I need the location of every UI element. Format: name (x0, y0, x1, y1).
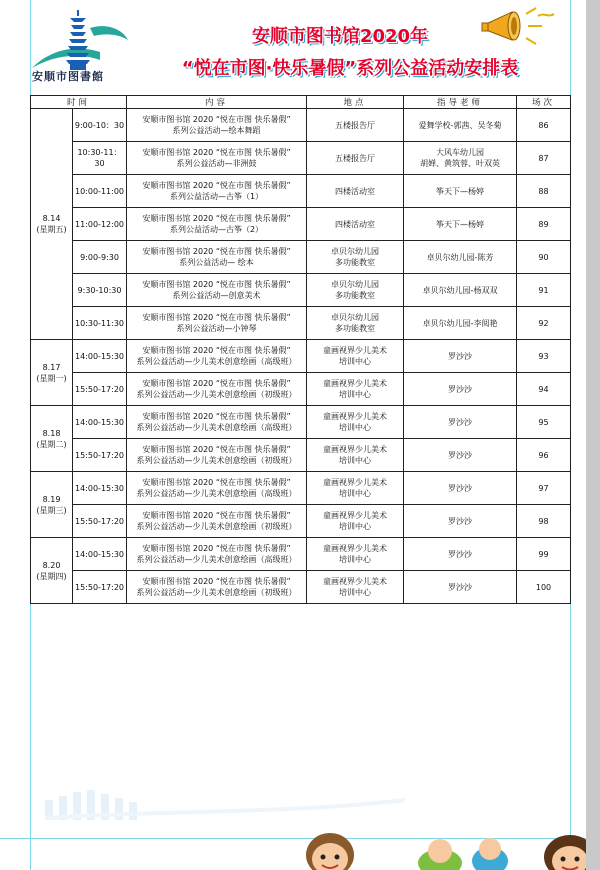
header-session: 场次 (517, 96, 571, 109)
content-line: 系列公益活动—创意美术 (172, 291, 261, 300)
place-line: 童画视界少儿美术 (323, 511, 388, 520)
time-cell: 10:00-11:00 (73, 175, 127, 208)
megaphone-icon (478, 4, 558, 48)
content-line: 系列公益活动—少儿美术创意绘画（高级班） (136, 489, 297, 498)
time-cell: 14:00-15:30 (73, 406, 127, 439)
teacher-cell (404, 208, 517, 241)
content-line: 安顺市图书馆 2020 “悦在市图 快乐暑假” (142, 412, 291, 421)
place-line: 童画视界少儿美术 (323, 544, 388, 553)
place-cell (307, 571, 404, 604)
time-cell: 14:00-15:30 (73, 538, 127, 571)
weekday-text: (星期二) (36, 439, 67, 449)
session-cell: 88 (517, 175, 571, 208)
place-cell (307, 406, 404, 439)
session-cell: 94 (517, 373, 571, 406)
teacher-line: 罗沙沙 (448, 417, 473, 427)
teacher-line: 罗沙沙 (448, 549, 473, 559)
teacher-line: 筝天下—杨婷 (436, 219, 485, 229)
time-cell: 14:00-15:30 (73, 472, 127, 505)
teacher-cell (404, 406, 517, 439)
content-line: 系列公益活动—古筝（1） (169, 192, 264, 201)
content-line: 安顺市图书馆 2020 “悦在市图 快乐暑假” (142, 247, 291, 256)
content-cell (127, 208, 307, 241)
content-line: 安顺市图书馆 2020 “悦在市图 快乐暑假” (142, 511, 291, 520)
page-subtitle: “悦在市图·快乐暑假”系列公益活动安排表 (181, 58, 519, 79)
content-line: 系列公益活动—小钟琴 (176, 324, 257, 333)
content-line: 安顺市图书馆 2020 “悦在市图 快乐暑假” (142, 379, 291, 388)
place-line: 培训中心 (339, 357, 372, 366)
teacher-cell (404, 373, 517, 406)
place-line: 多功能教室 (335, 258, 376, 267)
content-line: 系列公益活动—古筝（2） (169, 225, 264, 234)
content-cell (127, 142, 307, 175)
content-cell (127, 505, 307, 538)
weekday-text: (星期一) (36, 373, 67, 383)
page-title: 安顺市图书馆2020年 (251, 26, 429, 47)
content-cell (127, 439, 307, 472)
teacher-cell (404, 142, 517, 175)
place-cell (307, 307, 404, 340)
teacher-cell (404, 241, 517, 274)
content-line: 系列公益活动—少儿美术创意绘画（高级班） (136, 555, 297, 564)
session-cell: 97 (517, 472, 571, 505)
content-cell (127, 307, 307, 340)
content-line: 安顺市图书馆 2020 “悦在市图 快乐暑假” (142, 346, 291, 355)
table-row (31, 439, 571, 472)
table-row (31, 538, 571, 571)
table-row (31, 307, 571, 340)
teacher-line: 罗沙沙 (448, 483, 473, 493)
time-cell: 15:50-17:20 (73, 505, 127, 538)
date-text: 8.14 (42, 214, 61, 223)
teacher-cell (404, 538, 517, 571)
weekday-text: (星期四) (36, 571, 67, 581)
date-cell (31, 340, 73, 406)
table-row (31, 274, 571, 307)
teacher-cell (404, 109, 517, 142)
content-line: 系列公益活动— 绘本 (179, 258, 254, 267)
time-cell: 9:00-9:30 (73, 241, 127, 274)
content-line: 系列公益活动—非洲鼓 (176, 159, 257, 168)
place-line: 五楼报告厅 (335, 120, 376, 130)
teacher-line: 卓贝尔幼儿园-陈芳 (426, 252, 494, 262)
content-cell (127, 109, 307, 142)
session-cell: 96 (517, 439, 571, 472)
table-row (31, 208, 571, 241)
date-cell (31, 538, 73, 604)
schedule-table (30, 95, 571, 604)
table-row (31, 109, 571, 142)
session-cell: 91 (517, 274, 571, 307)
place-line: 童画视界少儿美术 (323, 379, 388, 388)
table-header-row (31, 96, 571, 109)
teacher-cell (404, 274, 517, 307)
date-text: 8.19 (42, 494, 61, 504)
table-row (31, 505, 571, 538)
content-cell (127, 571, 307, 604)
content-line: 安顺市图书馆 2020 “悦在市图 快乐暑假” (142, 577, 291, 586)
time-cell: 11:00-12:00 (73, 208, 127, 241)
place-line: 童画视界少儿美术 (323, 478, 388, 487)
table-row (31, 175, 571, 208)
place-line: 培训中心 (339, 456, 372, 465)
teacher-line: 罗沙沙 (448, 516, 473, 526)
session-cell: 100 (517, 571, 571, 604)
place-cell (307, 373, 404, 406)
content-cell (127, 406, 307, 439)
place-cell (307, 109, 404, 142)
time-cell: 9:30-10:30 (73, 274, 127, 307)
content-line: 系列公益活动—少儿美术创意绘画（初级班） (136, 456, 297, 465)
session-cell: 89 (517, 208, 571, 241)
content-cell (127, 373, 307, 406)
teacher-cell (404, 340, 517, 373)
place-line: 培训中心 (339, 489, 372, 498)
content-line: 系列公益活动—绘本舞蹈 (172, 126, 261, 135)
place-line: 培训中心 (339, 423, 372, 432)
time-cell: 14:00-15:30 (73, 340, 127, 373)
date-cell (31, 109, 73, 340)
header-place: 地点 (307, 96, 404, 109)
table-row (31, 406, 571, 439)
teacher-cell (404, 472, 517, 505)
teacher-line: 筝天下—杨婷 (436, 186, 485, 196)
content-line: 安顺市图书馆 2020 “悦在市图 快乐暑假” (142, 445, 291, 454)
content-cell (127, 472, 307, 505)
teacher-cell (404, 571, 517, 604)
place-line: 童画视界少儿美术 (323, 346, 388, 355)
teacher-cell (404, 175, 517, 208)
content-line: 安顺市图书馆 2020 “悦在市图 快乐暑假” (142, 214, 291, 223)
teacher-cell (404, 505, 517, 538)
session-cell: 86 (517, 109, 571, 142)
content-cell (127, 538, 307, 571)
teacher-line: 罗沙沙 (448, 582, 473, 592)
session-cell: 93 (517, 340, 571, 373)
time-cell: 15:50-17:20 (73, 571, 127, 604)
time-cell: 9:00-10：30 (73, 109, 127, 142)
place-cell (307, 241, 404, 274)
session-cell: 95 (517, 406, 571, 439)
session-cell: 99 (517, 538, 571, 571)
teacher-cell (404, 439, 517, 472)
place-line: 多功能教室 (335, 324, 376, 333)
decorative-stripes (45, 780, 405, 820)
header-teacher: 指导老师 (404, 96, 517, 109)
content-line: 安顺市图书馆 2020 “悦在市图 快乐暑假” (142, 313, 291, 322)
content-cell (127, 241, 307, 274)
place-line: 童画视界少儿美术 (323, 577, 388, 586)
place-line: 四楼活动室 (335, 186, 376, 196)
place-cell (307, 505, 404, 538)
table-row (31, 340, 571, 373)
place-cell (307, 472, 404, 505)
content-line: 安顺市图书馆 2020 “悦在市图 快乐暑假” (142, 478, 291, 487)
weekday-text: (星期三) (36, 505, 67, 515)
place-cell (307, 538, 404, 571)
logo-text: 安顺市图書館 (32, 70, 104, 83)
place-line: 四楼活动室 (335, 219, 376, 229)
place-line: 卓贝尔幼儿园 (331, 247, 380, 256)
place-cell (307, 340, 404, 373)
teacher-line: 大风车幼儿园 (436, 148, 485, 157)
table-row (31, 241, 571, 274)
content-cell (127, 340, 307, 373)
session-cell: 87 (517, 142, 571, 175)
content-line: 安顺市图书馆 2020 “悦在市图 快乐暑假” (142, 115, 291, 124)
date-text: 8.18 (42, 428, 61, 438)
place-cell (307, 175, 404, 208)
date-cell (31, 406, 73, 472)
place-line: 培训中心 (339, 588, 372, 597)
teacher-line: 胡婵、黄筑蓉、叶双英 (420, 159, 501, 168)
place-cell (307, 142, 404, 175)
date-cell (31, 472, 73, 538)
content-line: 系列公益活动—少儿美术创意绘画（初级班） (136, 390, 297, 399)
content-cell (127, 274, 307, 307)
content-cell (127, 175, 307, 208)
place-line: 培训中心 (339, 555, 372, 564)
place-cell (307, 439, 404, 472)
weekday-text: (星期五) (36, 225, 67, 234)
date-text: 8.20 (42, 560, 61, 570)
session-cell: 92 (517, 307, 571, 340)
table-row (31, 373, 571, 406)
header-content: 内容 (127, 96, 307, 109)
place-line: 五楼报告厅 (335, 153, 376, 163)
content-line: 安顺市图书馆 2020 “悦在市图 快乐暑假” (142, 181, 291, 190)
place-line: 多功能教室 (335, 291, 376, 300)
content-line: 安顺市图书馆 2020 “悦在市图 快乐暑假” (142, 280, 291, 289)
table-row (31, 142, 571, 175)
table-row (31, 571, 571, 604)
place-line: 童画视界少儿美术 (323, 445, 388, 454)
time-cell: 10:30-11:30 (73, 307, 127, 340)
time-cell: 15:50-17:20 (73, 373, 127, 406)
table-row (31, 472, 571, 505)
place-cell (307, 274, 404, 307)
schedule-body (31, 109, 571, 604)
content-line: 系列公益活动—少儿美术创意绘画（初级班） (136, 588, 297, 597)
teacher-line: 罗沙沙 (448, 450, 473, 460)
place-line: 培训中心 (339, 390, 372, 399)
time-cell: 10:30-11：30 (73, 142, 127, 175)
kids-cartoon-illustration (290, 825, 586, 870)
session-cell: 98 (517, 505, 571, 538)
place-line: 童画视界少儿美术 (323, 412, 388, 421)
content-line: 系列公益活动—少儿美术创意绘画（高级班） (136, 423, 297, 432)
teacher-line: 爱舞学校-郭茜、吴冬菊 (418, 120, 502, 130)
content-line: 系列公益活动—少儿美术创意绘画（高级班） (136, 357, 297, 366)
content-line: 系列公益活动—少儿美术创意绘画（初级班） (136, 522, 297, 531)
header-time: 时间 (31, 96, 127, 109)
content-line: 安顺市图书馆 2020 “悦在市图 快乐暑假” (142, 544, 291, 553)
teacher-line: 卓贝尔幼儿园-杨双双 (422, 285, 498, 295)
place-line: 卓贝尔幼儿园 (331, 280, 380, 289)
teacher-line: 卓贝尔幼儿园-李阅艳 (422, 318, 498, 328)
place-line: 卓贝尔幼儿园 (331, 313, 380, 322)
session-cell: 90 (517, 241, 571, 274)
place-line: 培训中心 (339, 522, 372, 531)
time-cell: 15:50-17:20 (73, 439, 127, 472)
teacher-line: 罗沙沙 (448, 351, 473, 361)
place-cell (307, 208, 404, 241)
teacher-line: 罗沙沙 (448, 384, 473, 394)
content-line: 安顺市图书馆 2020 “悦在市图 快乐暑假” (142, 148, 291, 157)
date-text: 8.17 (42, 362, 61, 372)
teacher-cell (404, 307, 517, 340)
